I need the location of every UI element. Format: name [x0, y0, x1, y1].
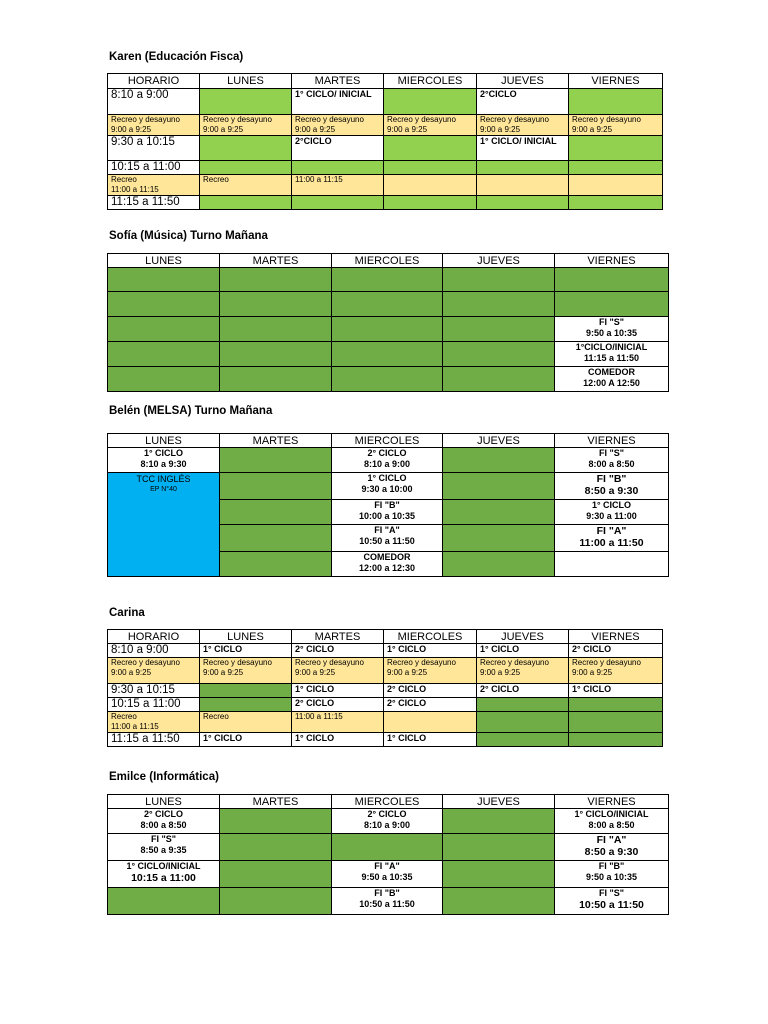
- empty-slot: [200, 89, 292, 115]
- class-slot: 1° CICLO: [569, 684, 663, 698]
- recreo-desayuno-cell: [569, 658, 663, 684]
- empty-slot: [200, 698, 292, 712]
- class-slot: 1° CICLO: [200, 733, 292, 747]
- recreo-label: Recreo y desayuno: [572, 658, 641, 667]
- time-cell: 10:15 a 11:00: [108, 161, 200, 175]
- header-viernes: VIERNES: [555, 254, 669, 268]
- recreo-cell: [108, 712, 200, 733]
- header-miercoles: MIERCOLES: [384, 74, 477, 89]
- recreo-label: Recreo y desayuno: [111, 115, 180, 124]
- empty-slot: [443, 268, 555, 292]
- time-cell: 9:30 a 10:15: [108, 684, 200, 698]
- class-time: 10:15 a 11:00: [131, 872, 196, 884]
- empty-slot: [443, 448, 555, 473]
- recreo-time: 11:00 a 11:15: [111, 722, 159, 731]
- class-slot: 1° CICLO: [292, 684, 384, 698]
- class-slot: [332, 473, 443, 500]
- empty-slot: [220, 500, 332, 525]
- class-label: FI "B": [374, 500, 400, 510]
- time-cell: 11:15 a 11:50: [108, 733, 200, 747]
- time-cell: 9:30 a 10:15: [108, 136, 200, 161]
- class-time: 10:50 a 11:50: [359, 536, 415, 546]
- recreo-label: Recreo y desayuno: [480, 115, 549, 124]
- empty-slot: [332, 317, 443, 342]
- class-label: FI "A": [374, 861, 400, 871]
- class-slot: [555, 317, 669, 342]
- header-miercoles: MIERCOLES: [332, 254, 443, 268]
- recreo-time: 9:00 a 9:25: [295, 125, 336, 134]
- header-jueves: JUEVES: [477, 74, 569, 89]
- recreo-time: 9:00 a 9:25: [480, 668, 521, 677]
- empty-slot: [555, 292, 669, 317]
- header-horario: HORARIO: [108, 74, 200, 89]
- header-viernes: VIERNES: [569, 630, 663, 644]
- class-time: 11:00 a 11:50: [579, 537, 644, 549]
- header-miercoles: MIERCOLES: [332, 795, 443, 809]
- header-miercoles: MIERCOLES: [384, 630, 477, 644]
- recreo-time: 9:00 a 9:25: [111, 125, 152, 134]
- empty-slot: [477, 698, 569, 712]
- class-slot: 2° CICLO: [292, 698, 384, 712]
- empty-slot: [220, 888, 332, 915]
- empty-slot: [555, 552, 669, 577]
- class-slot: [332, 525, 443, 552]
- empty-slot: [108, 317, 220, 342]
- recreo-label: Recreo y desayuno: [480, 658, 549, 667]
- class-slot: 1° CICLO/ INICIAL: [477, 136, 569, 161]
- header-lunes: LUNES: [108, 795, 220, 809]
- empty-slot: [332, 834, 443, 861]
- empty-slot: [292, 161, 384, 175]
- empty-slot: [384, 196, 477, 210]
- carina-title: Carina: [109, 607, 145, 619]
- empty-slot: [220, 268, 332, 292]
- class-time: 9:50 a 10:35: [361, 872, 413, 882]
- header-martes: MARTES: [220, 795, 332, 809]
- empty-slot: [569, 175, 663, 196]
- empty-slot: [332, 268, 443, 292]
- class-time: 11:15 a 11:50: [583, 353, 640, 363]
- empty-slot: [108, 292, 220, 317]
- class-time: 9:50 a 10:35: [585, 328, 638, 338]
- empty-slot: [200, 161, 292, 175]
- empty-slot: [569, 698, 663, 712]
- class-slot: [108, 809, 220, 834]
- class-time: 8:00 a 8:50: [140, 820, 187, 830]
- class-slot: [108, 448, 220, 473]
- empty-slot: [569, 89, 663, 115]
- recreo-cell: Recreo: [200, 175, 292, 196]
- empty-slot: [443, 317, 555, 342]
- empty-slot: [477, 712, 569, 733]
- class-slot: 1° CICLO: [200, 644, 292, 658]
- class-label: FI "S": [598, 317, 625, 327]
- empty-slot: [569, 161, 663, 175]
- header-jueves: JUEVES: [477, 630, 569, 644]
- recreo-label: Recreo y desayuno: [203, 115, 272, 124]
- empty-slot: [443, 292, 555, 317]
- class-label: FI "A": [374, 525, 400, 535]
- class-label: FI "S": [150, 834, 177, 844]
- emilce-schedule-table: [107, 794, 669, 915]
- recreo-time: 9:00 a 9:25: [203, 668, 244, 677]
- class-time: 12:00 a 12:30: [358, 563, 416, 573]
- header-lunes: LUNES: [108, 254, 220, 268]
- empty-slot: [220, 525, 332, 552]
- class-time: 8:10 a 9:00: [363, 820, 411, 830]
- empty-slot: [220, 448, 332, 473]
- empty-slot: [443, 861, 555, 888]
- header-jueves: JUEVES: [443, 795, 555, 809]
- recreo-label: Recreo: [111, 175, 137, 184]
- class-time: 8:00 a 8:50: [588, 459, 635, 469]
- empty-slot: [220, 367, 332, 392]
- empty-slot: [220, 473, 332, 500]
- class-slot: [555, 473, 669, 500]
- empty-slot: [108, 888, 220, 915]
- emilce-title: Emilce (Informática): [109, 771, 219, 783]
- class-slot: [555, 367, 669, 392]
- empty-slot: [443, 500, 555, 525]
- recreo-desayuno-cell: [569, 115, 663, 136]
- header-lunes: LUNES: [108, 434, 220, 448]
- empty-slot: [384, 712, 477, 733]
- class-time: 10:00 a 10:35: [358, 511, 416, 521]
- class-label: FI "B": [596, 473, 627, 485]
- class-slot: 2° CICLO: [384, 684, 477, 698]
- time-cell: 10:15 a 11:00: [108, 698, 200, 712]
- belen-title: Belén (MELSA) Turno Mañana: [109, 405, 273, 417]
- class-label: 1° CICLO: [367, 473, 407, 483]
- recreo-time: 9:00 a 9:25: [203, 125, 244, 134]
- recreo-desayuno-cell: [477, 658, 569, 684]
- recreo-time: 11:00 a 11:15: [111, 185, 159, 194]
- time-cell: 11:15 a 11:50: [108, 196, 200, 210]
- empty-slot: [220, 317, 332, 342]
- recreo-time: 9:00 a 9:25: [295, 668, 336, 677]
- class-slot: [108, 861, 220, 888]
- empty-slot: [384, 89, 477, 115]
- empty-slot: [443, 809, 555, 834]
- class-slot: 1° CICLO/ INICIAL: [292, 89, 384, 115]
- empty-slot: [332, 342, 443, 367]
- empty-slot: [220, 861, 332, 888]
- recreo-desayuno-cell: [200, 658, 292, 684]
- empty-slot: [220, 342, 332, 367]
- class-slot: 1° CICLO: [292, 733, 384, 747]
- sofia-schedule-table: [107, 253, 669, 392]
- class-slot: [332, 448, 443, 473]
- class-time: 8:10 a 9:00: [363, 459, 411, 469]
- recreo-label: Recreo y desayuno: [295, 658, 364, 667]
- class-label: 1° CICLO: [591, 500, 632, 510]
- recreo-desayuno-cell: [477, 115, 569, 136]
- class-label: FI "B": [598, 861, 625, 871]
- time-cell: 8:10 a 9:00: [108, 644, 200, 658]
- class-slot: [555, 448, 669, 473]
- empty-slot: [220, 292, 332, 317]
- header-jueves: JUEVES: [443, 434, 555, 448]
- header-martes: MARTES: [292, 630, 384, 644]
- tcc-school: EP N°40: [150, 486, 177, 493]
- recreo-cell: 11:00 a 11:15: [292, 712, 384, 733]
- class-slot: [332, 888, 443, 915]
- empty-slot: [332, 292, 443, 317]
- class-slot: 2°CICLO: [292, 136, 384, 161]
- header-viernes: VIERNES: [555, 795, 669, 809]
- recreo-label: Recreo: [111, 712, 137, 721]
- recreo-time: 9:00 a 9:25: [480, 125, 521, 134]
- tcc-ingles-block: [108, 473, 220, 577]
- empty-slot: [443, 342, 555, 367]
- recreo-desayuno-cell: [384, 115, 477, 136]
- empty-slot: [220, 552, 332, 577]
- class-slot: 1° CICLO: [477, 644, 569, 658]
- header-martes: MARTES: [292, 74, 384, 89]
- empty-slot: [200, 196, 292, 210]
- class-slot: [332, 861, 443, 888]
- header-viernes: VIERNES: [555, 434, 669, 448]
- recreo-label: Recreo y desayuno: [111, 658, 180, 667]
- class-label: 2° CICLO: [367, 448, 407, 458]
- class-label: 1° CICLO/INICIAL: [574, 809, 649, 819]
- class-slot: [555, 834, 669, 861]
- empty-slot: [443, 888, 555, 915]
- empty-slot: [443, 525, 555, 552]
- recreo-desayuno-cell: [292, 658, 384, 684]
- class-time: 8:50 a 9:35: [140, 845, 187, 855]
- empty-slot: [200, 136, 292, 161]
- empty-slot: [569, 196, 663, 210]
- class-label: COMEDOR: [588, 367, 635, 377]
- class-label: FI "S": [598, 448, 625, 458]
- class-slot: [332, 500, 443, 525]
- class-label: COMEDOR: [363, 552, 411, 562]
- empty-slot: [108, 367, 220, 392]
- empty-slot: [477, 733, 569, 747]
- empty-slot: [384, 175, 477, 196]
- recreo-desayuno-cell: [384, 658, 477, 684]
- class-slot: [555, 809, 669, 834]
- recreo-time: 9:00 a 9:25: [572, 668, 613, 677]
- empty-slot: [443, 552, 555, 577]
- belen-schedule-table: [107, 433, 669, 577]
- recreo-cell: Recreo: [200, 712, 292, 733]
- header-lunes: LUNES: [200, 74, 292, 89]
- recreo-label: Recreo y desayuno: [387, 115, 456, 124]
- class-time: 8:00 a 8:50: [588, 820, 635, 830]
- empty-slot: [555, 268, 669, 292]
- empty-slot: [200, 684, 292, 698]
- class-time: 8:50 a 9:30: [584, 846, 639, 858]
- class-time: 9:30 a 11:00: [586, 511, 637, 521]
- class-slot: 2° CICLO: [292, 644, 384, 658]
- karen-schedule-table: [107, 73, 663, 210]
- class-slot: 2°CICLO: [477, 89, 569, 115]
- empty-slot: [477, 175, 569, 196]
- empty-slot: [384, 136, 477, 161]
- recreo-label: Recreo y desayuno: [203, 658, 272, 667]
- class-time: 8:50 a 9:30: [584, 485, 639, 497]
- carina-schedule-table: [107, 629, 663, 747]
- class-slot: [108, 834, 220, 861]
- empty-slot: [108, 268, 220, 292]
- sofia-title: Sofía (Música) Turno Mañana: [109, 230, 268, 242]
- header-viernes: VIERNES: [569, 74, 663, 89]
- class-slot: 1° CICLO: [384, 733, 477, 747]
- class-label: 1° CICLO/INICIAL: [126, 861, 201, 871]
- class-slot: 2° CICLO: [569, 644, 663, 658]
- empty-slot: [443, 473, 555, 500]
- class-time: 10:50 a 11:50: [579, 899, 644, 911]
- recreo-time: 9:00 a 9:25: [387, 668, 428, 677]
- empty-slot: [443, 367, 555, 392]
- class-label: 1° CICLO: [143, 448, 184, 458]
- class-slot: [555, 500, 669, 525]
- empty-slot: [477, 196, 569, 210]
- recreo-desayuno-cell: [108, 115, 200, 136]
- recreo-label: Recreo y desayuno: [295, 115, 364, 124]
- recreo-desayuno-cell: [200, 115, 292, 136]
- class-time: 9:50 a 10:35: [585, 872, 638, 882]
- class-slot: [555, 888, 669, 915]
- header-lunes: LUNES: [200, 630, 292, 644]
- empty-slot: [569, 733, 663, 747]
- empty-slot: [220, 809, 332, 834]
- recreo-cell: 11:00 a 11:15: [292, 175, 384, 196]
- time-cell: 8:10 a 9:00: [108, 89, 200, 115]
- class-label: 2° CICLO: [367, 809, 407, 819]
- class-slot: [332, 809, 443, 834]
- class-label: 1°CICLO/INICIAL: [575, 342, 648, 352]
- empty-slot: [569, 712, 663, 733]
- recreo-time: 9:00 a 9:25: [572, 125, 613, 134]
- header-martes: MARTES: [220, 254, 332, 268]
- class-slot: 2° CICLO: [477, 684, 569, 698]
- class-label: FI "A": [596, 525, 627, 537]
- recreo-cell: [108, 175, 200, 196]
- recreo-desayuno-cell: [108, 658, 200, 684]
- empty-slot: [569, 136, 663, 161]
- empty-slot: [292, 196, 384, 210]
- class-label: FI "S": [598, 888, 625, 898]
- header-miercoles: MIERCOLES: [332, 434, 443, 448]
- tcc-label: TCC INGLÉS: [136, 474, 191, 484]
- class-slot: [555, 861, 669, 888]
- class-time: 8:10 a 9:30: [140, 459, 187, 469]
- header-horario: HORARIO: [108, 630, 200, 644]
- class-slot: [332, 552, 443, 577]
- header-jueves: JUEVES: [443, 254, 555, 268]
- empty-slot: [220, 834, 332, 861]
- class-slot: 1° CICLO: [384, 644, 477, 658]
- class-time: 10:50 a 11:50: [359, 899, 415, 909]
- empty-slot: [108, 342, 220, 367]
- class-label: FI "B": [374, 888, 400, 898]
- class-slot: 2° CICLO: [384, 698, 477, 712]
- recreo-label: Recreo y desayuno: [387, 658, 456, 667]
- class-label: FI "A": [596, 834, 627, 846]
- recreo-label: Recreo y desayuno: [572, 115, 641, 124]
- class-time: 9:30 a 10:00: [361, 484, 413, 494]
- class-label: 2° CICLO: [143, 809, 184, 819]
- class-time: 12:00 A 12:50: [583, 378, 640, 388]
- class-slot: [555, 342, 669, 367]
- recreo-desayuno-cell: [292, 115, 384, 136]
- class-slot: [555, 525, 669, 552]
- header-martes: MARTES: [220, 434, 332, 448]
- empty-slot: [332, 367, 443, 392]
- empty-slot: [384, 161, 477, 175]
- recreo-time: 9:00 a 9:25: [111, 668, 152, 677]
- empty-slot: [443, 834, 555, 861]
- karen-title: Karen (Educación Fisca): [109, 51, 244, 63]
- recreo-time: 9:00 a 9:25: [387, 125, 428, 134]
- empty-slot: [477, 161, 569, 175]
